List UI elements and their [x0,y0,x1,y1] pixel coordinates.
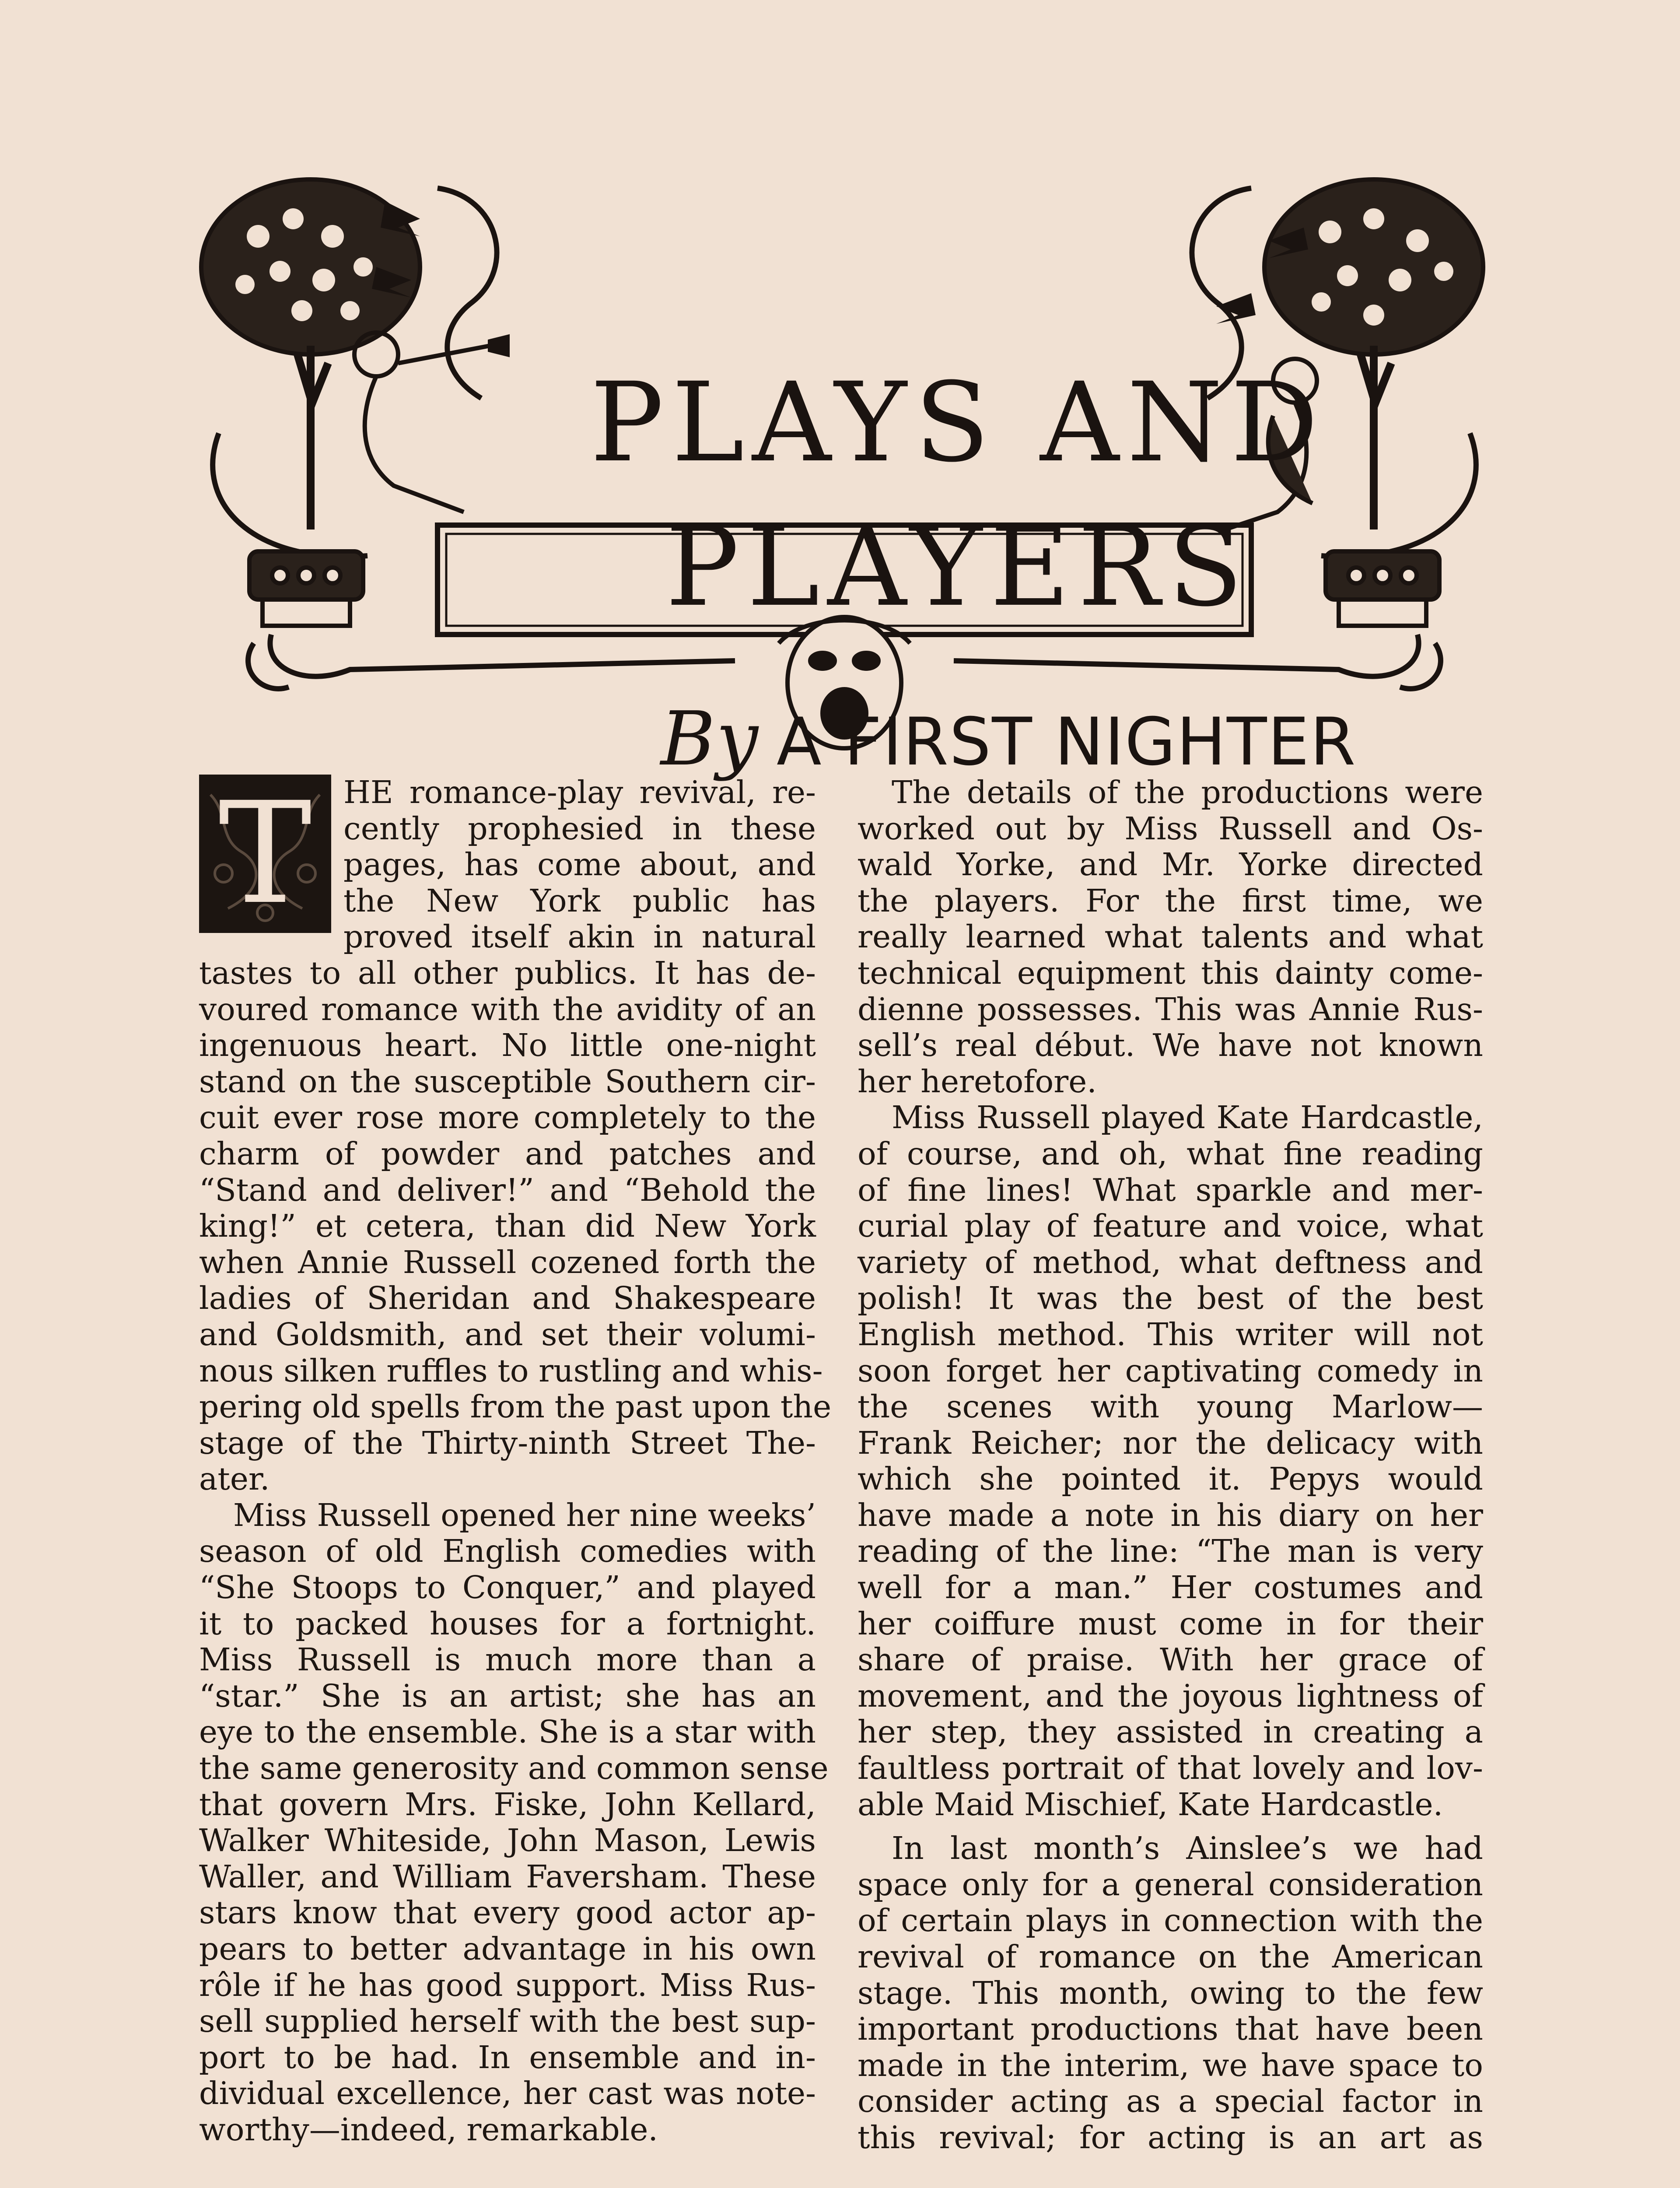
paragraph-5 [858,1830,1483,2156]
text-line: when Annie Russell cozened forth the [199,1244,816,1280]
text-line: eye to the ensemble. She is a star with [199,1714,816,1750]
text-line: sell’s real début. We have not known [858,1027,1483,1064]
text-line: Miss Russell opened her nine weeks’ [233,1497,816,1533]
text-line: this revival; for acting is an art as [858,2119,1483,2156]
text-line: the same generosity and common sense [199,1750,829,1787]
byline [661,696,1413,782]
text-line: her heretofore. [858,1063,1097,1100]
left-column [199,772,832,2148]
text-line: sell supplied herself with the best sup- [199,2003,816,2040]
text-line: nous silken ruffles to rustling and whis- [199,1352,823,1389]
text-line: ladies of Sheridan and Shakespeare [199,1280,816,1317]
text-line: the New York public has [343,882,816,919]
paragraph-1 [199,954,832,1497]
text-line: share of praise. With her grace of [858,1641,1483,1678]
text-line: movement, and the joyous lightness of [858,1677,1483,1714]
text-line: cently prophesied in these [343,810,816,847]
text-line: pears to better advantage in his own [199,1931,816,1967]
text-line: dividual excellence, her cast was note- [199,2075,816,2112]
text-line: space only for a general consideration [858,1866,1483,1903]
text-line: voured romance with the avidity of an [199,991,816,1027]
text-line: wald Yorke, and Mr. Yorke directed [858,846,1483,883]
text-line: and Goldsmith, and set their volumi- [199,1316,816,1353]
text-line: HE romance-play revival, re- [343,774,816,810]
text-line: it to packed houses for a fortnight. [199,1605,816,1642]
byline-author: A FIRST NIGHTER [776,704,1357,780]
text-line: really learned what talents and what [858,919,1483,955]
text-line: The details of the productions were [892,774,1483,810]
paragraph-2 [199,1497,816,1534]
text-line: season of old English comedies with [199,1533,816,1570]
lead-lines [343,775,816,955]
text-line: tastes to all other publics. It has de- [199,954,816,991]
text-line: pering old spells from the past upon the [199,1389,832,1425]
text-line: of fine lines! What sparkle and mer- [858,1171,1483,1208]
swallow-birds [372,201,1308,324]
text-line: pages, has come about, and [343,846,816,883]
text-line: “She Stoops to Conquer,” and played [199,1569,816,1606]
text-line: polish! It was the best of the best [858,1280,1483,1317]
text-line: stage of the Thirty-ninth Street The- [199,1424,816,1461]
text-line: stage. This month, owing to the few [858,1974,1483,2011]
text-line: ingenuous heart. No little one-night [199,1027,816,1064]
text-line: able Maid Mischief, Kate Hardcastle. [858,1786,1443,1823]
text-line: revival of romance on the American [858,1939,1483,1975]
text-line: worked out by Miss Russell and Os- [858,810,1483,847]
text-line: charm of powder and patches and [199,1135,816,1172]
text-line: dienne possesses. This was Annie Rus- [858,991,1483,1027]
text-line: faultless portrait of that lovely and lov- [858,1750,1483,1787]
text-line: English method. This writer will not [858,1316,1483,1353]
text-line: technical equipment this dainty come- [858,954,1483,991]
text-line: Waller, and William Faversham. These [199,1858,816,1895]
text-line: Miss Russell is much more than a [199,1641,816,1678]
text-line: rôle if he has good support. Miss Rus- [199,1967,816,2003]
text-line: worthy—indeed, remarkable. [199,2111,658,2148]
text-line: In last month’s Ainslee’s we had [892,1830,1483,1867]
paragraph-2-body [199,1533,829,2148]
title-line-1: PLAYS AND [590,359,1326,486]
text-line: which she pointed it. Pepys would [858,1461,1483,1497]
text-line: stand on the susceptible Southern cir- [199,1063,816,1100]
text-line: Miss Russell played Kate Hardcastle, [892,1099,1483,1136]
header-illustration [192,171,1496,782]
text-line: the players. For the first time, we [858,882,1483,919]
text-line: ater. [199,1461,270,1497]
paragraph-4 [858,1100,1483,1823]
text-line: that govern Mrs. Fiske, John Kellard, [199,1786,816,1823]
text-line: Walker Whiteside, John Mason, Lewis [199,1822,816,1859]
text-line: of certain plays in connection with the [858,1902,1483,1939]
text-line: made in the interim, we have space to [858,2047,1483,2083]
text-line: king!” et cetera, than did New York [199,1208,816,1245]
text-line: consider acting as a special factor in [858,2083,1483,2120]
paragraph-3 [858,775,1483,1100]
text-line: proved itself akin in natural [343,919,816,955]
text-line: of course, and oh, what fine reading [858,1135,1483,1172]
text-line: “Stand and deliver!” and “Behold the [199,1171,816,1208]
text-line: “star.” She is an artist; she has an [199,1677,816,1714]
text-line: cuit ever rose more completely to the [199,1099,816,1136]
text-line: reading of the line: “The man is very [858,1533,1483,1570]
text-line: important productions that have been [858,2011,1483,2048]
text-line: her step, they assisted in creating a [858,1714,1483,1750]
text-line: well for a man.” Her costumes and [858,1569,1483,1606]
text-line: the scenes with young Marlow— [858,1389,1483,1425]
text-line: variety of method, what deftness and [858,1244,1483,1280]
text-line: port to be had. In ensemble and in- [199,2039,816,2076]
text-line: have made a note in his diary on her [858,1497,1483,1533]
byline-by: By [661,696,759,782]
drop-cap-letter: T [218,772,312,935]
text-line: soon forget her captivating comedy in [858,1352,1483,1389]
text-line: curial play of feature and voice, what [858,1208,1483,1245]
text-line: Frank Reicher; nor the delicacy with [858,1424,1483,1461]
text-line: her coiffure must come in for their [858,1605,1483,1642]
text-line: stars know that every good actor ap- [199,1894,816,1931]
right-column [858,775,1483,2156]
title-line-2: PLAYERS [665,503,1251,631]
